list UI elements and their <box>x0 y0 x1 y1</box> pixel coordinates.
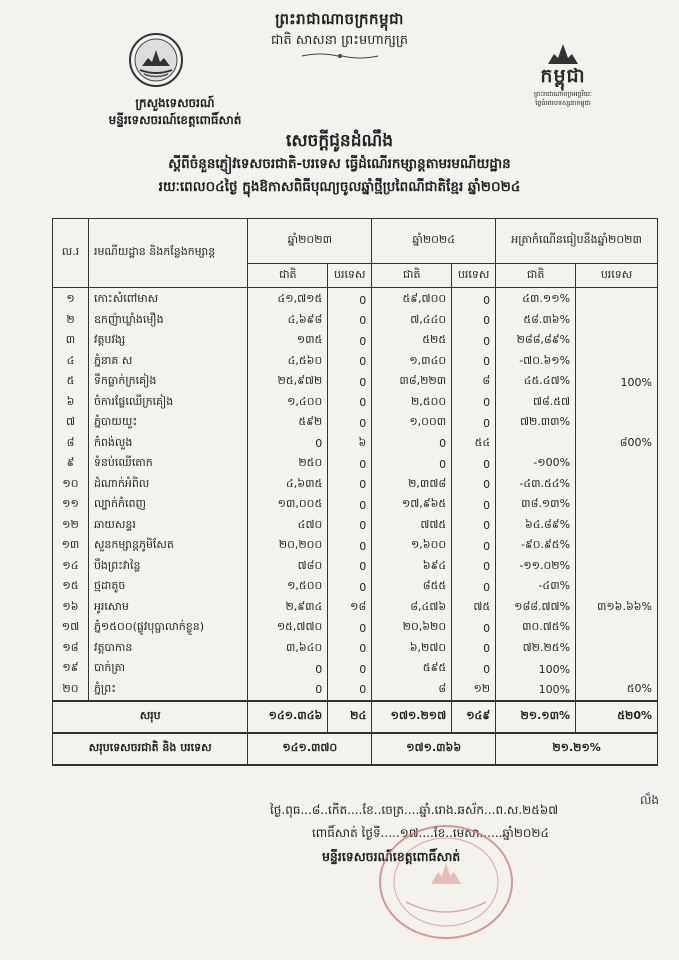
foreign-2023: 0 <box>328 393 372 414</box>
row-number: ១១ <box>53 495 89 516</box>
national-2023: ២៥,៩៧២ <box>248 372 328 393</box>
ministry-block <box>80 95 270 129</box>
national-growth: 100% <box>496 680 576 702</box>
foreign-2023: 0 <box>328 577 372 598</box>
foreign-2024: 0 <box>452 516 496 537</box>
foreign-2023: 0 <box>328 680 372 702</box>
site-name: ភ្នំបាយយួះ <box>88 413 247 434</box>
foreign-2024: 0 <box>452 413 496 434</box>
site-name: ភ្នំនាគ ស <box>88 352 247 373</box>
official-seal-stamp <box>376 822 516 942</box>
foreign-growth <box>576 393 658 414</box>
national-2024: ៨ <box>372 680 452 702</box>
foreign-growth <box>576 536 658 557</box>
lunar-date-line: ថ្ងៃ.ពុធ...៨..កើត....ខែ..ចេត្រ....ឆ្នាំ.រោង.ឆស័ក...ព.ស.២៥៦៧ <box>270 803 559 817</box>
national-growth: ៤៣.១១% <box>496 288 576 311</box>
table-row <box>53 536 658 557</box>
foreign-growth: ៣១៦.៦៦% <box>576 598 658 619</box>
site-name: វត្តបវង្ស <box>88 331 247 352</box>
grand-total-label: សរុបទេសចរជាតិ និង បរទេស <box>53 733 248 765</box>
national-2023: ១,៥០០ <box>248 577 328 598</box>
site-name: បឹងព្រះវាន្លៃ <box>88 557 247 578</box>
national-2024: ៥២៥ <box>372 331 452 352</box>
document-subtitle-period: រយៈពេល០៤ថ្ងៃ ក្នុងឱកាសពិធីបុណ្យចូលឆ្នាំថ្មីប្រពៃណីជាតិខ្មែរ ឆ្នាំ២០២៤ <box>158 179 521 195</box>
row-number: ៨ <box>53 434 89 455</box>
foreign-growth <box>576 639 658 660</box>
foreign-2024: 0 <box>452 475 496 496</box>
national-growth: -៤៣.៥៤% <box>496 475 576 496</box>
total-label: សរុប <box>53 701 248 733</box>
national-2023: ៥៩២ <box>248 413 328 434</box>
foreign-2024: 0 <box>452 352 496 373</box>
header-national-2023: ជាតិ <box>248 264 328 288</box>
table-row <box>53 618 658 639</box>
national-growth: ៣៨.១៣% <box>496 495 576 516</box>
table-body <box>53 288 658 702</box>
national-2024: ១,០០៣ <box>372 413 452 434</box>
foreign-2023: 0 <box>328 659 372 680</box>
foreign-growth <box>576 516 658 537</box>
total-row <box>53 701 658 733</box>
row-number: ៩ <box>53 454 89 475</box>
national-growth: ១៨៨.៧៧% <box>496 598 576 619</box>
site-name: ភ្នំព្រះ <box>88 680 247 702</box>
national-2023: ១៣,០០៥ <box>248 495 328 516</box>
foreign-2024: 0 <box>452 288 496 311</box>
total-foreign-2023: ២៤ <box>328 701 372 733</box>
row-number: ១៨ <box>53 639 89 660</box>
foreign-growth <box>576 454 658 475</box>
foreign-2023: 0 <box>328 639 372 660</box>
table-row <box>53 352 658 373</box>
national-growth: ២៨៨,៨៩% <box>496 331 576 352</box>
row-number: ៤ <box>53 352 89 373</box>
national-2023: ១៥,៧៧០ <box>248 618 328 639</box>
national-2023: ១៣៥ <box>248 331 328 352</box>
national-growth: -៧០.៦១% <box>496 352 576 373</box>
table-row <box>53 639 658 660</box>
kingdom-heading: ព្រះរាជាណាចក្រកម្ពុជា <box>275 10 404 28</box>
foreign-growth <box>576 331 658 352</box>
foreign-growth <box>576 352 658 373</box>
table-row <box>53 454 658 475</box>
foreign-2024: 0 <box>452 639 496 660</box>
table-row <box>53 331 658 352</box>
table-row <box>53 577 658 598</box>
row-number: ១៦ <box>53 598 89 619</box>
national-2023: ៤,៥៦០ <box>248 352 328 373</box>
ministry-logo <box>128 32 184 88</box>
national-growth: ៦៤.៨៩% <box>496 516 576 537</box>
national-2024: ៧,៤៤០ <box>372 311 452 332</box>
site-name: វត្តបាកាន <box>88 639 247 660</box>
national-2024: ១,៦០០ <box>372 536 452 557</box>
row-number: ១០ <box>53 475 89 496</box>
brand-tagline: ព្រះរាជាណាចក្រអច្ឆរិយៈ <box>534 90 592 98</box>
site-name: បាក់ត្រា <box>88 659 247 680</box>
national-2024: ២,៣៧៨ <box>372 475 452 496</box>
foreign-2023: 0 <box>328 618 372 639</box>
header-year-2024: ឆ្នាំ២០២៤ <box>372 219 496 264</box>
department-name: មន្ទីរទេសចរណ៍ខេត្តពោធិ៍សាត់ <box>108 113 242 127</box>
header-year-2023: ឆ្នាំ២០២៣ <box>248 219 372 264</box>
national-growth <box>496 434 576 455</box>
grand-total-growth: ២១.២១% <box>496 733 658 765</box>
kingdom-of-wonder-logo <box>518 42 608 110</box>
national-2023: ២០,២០០ <box>248 536 328 557</box>
table-row <box>53 372 658 393</box>
national-2024: ៧៧៥ <box>372 516 452 537</box>
national-2023: ៤១,៧១៥ <box>248 288 328 311</box>
grand-total-row <box>53 733 658 765</box>
visitor-statistics-table <box>52 218 658 766</box>
foreign-2024: 0 <box>452 495 496 516</box>
national-2024: ៨,៤៧៦ <box>372 598 452 619</box>
row-number: ១២ <box>53 516 89 537</box>
foreign-growth <box>576 577 658 598</box>
foreign-2023: 0 <box>328 311 372 332</box>
foreign-2024: ៧៥ <box>452 598 496 619</box>
foreign-growth: ៨00% <box>576 434 658 455</box>
brand-name: កម្ពុជា <box>540 65 586 87</box>
foreign-2023: 0 <box>328 331 372 352</box>
foreign-2023: 0 <box>328 516 372 537</box>
foreign-2023: 0 <box>328 495 372 516</box>
table-row <box>53 495 658 516</box>
site-name: ល្បាក់កំពេញ <box>88 495 247 516</box>
foreign-2024: ៨ <box>452 372 496 393</box>
national-growth: ៥៨.៣៦% <box>496 311 576 332</box>
national-2023: ១,៤០០ <box>248 393 328 414</box>
foreign-2024: 0 <box>452 331 496 352</box>
national-2023: 0 <box>248 680 328 702</box>
table-row <box>53 680 658 702</box>
foreign-2024: ៥៤ <box>452 434 496 455</box>
national-2024: ៣៨,២២៣ <box>372 372 452 393</box>
national-2023: ៣,៦៤០ <box>248 639 328 660</box>
site-name: ឧកញ៉ាឃ្លាំងមឿង <box>88 311 247 332</box>
national-growth: -១00% <box>496 454 576 475</box>
table-row <box>53 434 658 455</box>
national-motto: ជាតិ សាសនា ព្រះមហាក្សត្រ <box>271 33 408 48</box>
foreign-2023: 0 <box>328 454 372 475</box>
foreign-growth <box>576 557 658 578</box>
foreign-2024: ១២ <box>452 680 496 702</box>
site-name: ឆាយសន្ទរ <box>88 516 247 537</box>
total-foreign-2024: ១៤៩ <box>452 701 496 733</box>
table-row <box>53 413 658 434</box>
national-2023: ៤៧០ <box>248 516 328 537</box>
site-name: ដំណាក់អំពិល <box>88 475 247 496</box>
national-2024: 0 <box>372 454 452 475</box>
ministry-name: ក្រសួងទេសចរណ៍ <box>135 96 215 110</box>
site-name: អូរសោម <box>88 598 247 619</box>
header-site: រមណីយដ្ឋាន និងកន្លែងកម្សាន្ត <box>88 219 247 288</box>
national-2024: ៥៩៥ <box>372 659 452 680</box>
foreign-2024: 0 <box>452 577 496 598</box>
row-number: ១៣ <box>53 536 89 557</box>
foreign-2023: 0 <box>328 475 372 496</box>
document-title: សេចក្តីជូនដំណឹង <box>285 131 394 151</box>
foreign-2024: 0 <box>452 454 496 475</box>
row-number: ២ <box>53 311 89 332</box>
national-2024: ៦៩៤ <box>372 557 452 578</box>
national-2024: ៨៥៥ <box>372 577 452 598</box>
row-number: ១ <box>53 288 89 311</box>
row-number: ២០ <box>53 680 89 702</box>
national-2023: 0 <box>248 434 328 455</box>
foreign-growth <box>576 659 658 680</box>
row-number: ១៩ <box>53 659 89 680</box>
foreign-2023: ១៨ <box>328 598 372 619</box>
header-foreign-2024: បរទេស <box>452 264 496 288</box>
site-name: សួនកម្សាន្តភូមិសែត <box>88 536 247 557</box>
national-2024: 0 <box>372 434 452 455</box>
foreign-2023: 0 <box>328 557 372 578</box>
national-2023: 0 <box>248 659 328 680</box>
site-name: ថ្មដាតូច <box>88 577 247 598</box>
national-2023: ២៥០ <box>248 454 328 475</box>
foreign-2024: 0 <box>452 311 496 332</box>
grand-total-2024: ១៧១.៣៦៦ <box>372 733 496 765</box>
header-foreign-2023: បរទេស <box>328 264 372 288</box>
table-row <box>53 516 658 537</box>
header-foreign-growth: បរទេស <box>576 264 658 288</box>
national-2024: ១៧,៩៦៥ <box>372 495 452 516</box>
total-national-growth: ២១.១៣% <box>496 701 576 733</box>
national-2023: ២,៩៣៤ <box>248 598 328 619</box>
table-row <box>53 393 658 414</box>
national-2024: ២០,៦២០ <box>372 618 452 639</box>
foreign-2024: 0 <box>452 618 496 639</box>
national-growth: ៧២.២៥% <box>496 639 576 660</box>
table-row <box>53 288 658 311</box>
national-growth: 100% <box>496 659 576 680</box>
header-no: ល.រ <box>53 219 89 288</box>
table-row <box>53 598 658 619</box>
row-number: ៦ <box>53 393 89 414</box>
header-national-2024: ជាតិ <box>372 264 452 288</box>
document-subtitle: ស្តីពីចំនួនភ្ញៀវទេសចរជាតិ-បរទេស ធ្វើដំណើរកម្សាន្តតាមរមណីយដ្ឋាន <box>168 156 511 172</box>
national-growth: ៤៥.៤៧% <box>496 372 576 393</box>
row-number: ១៤ <box>53 557 89 578</box>
total-national-2023: ១៤១.៣៤៦ <box>248 701 328 733</box>
national-2023: ៤,៦៩៨ <box>248 311 328 332</box>
national-2023: ៤,៦៣៥ <box>248 475 328 496</box>
signatory-department: មន្ទីរទេសចរណ៍ខេត្តពោធិ៍សាត់ <box>322 849 461 864</box>
foreign-2024: 0 <box>452 536 496 557</box>
foreign-2023: 0 <box>328 288 372 311</box>
foreign-growth <box>576 475 658 496</box>
table-row <box>53 557 658 578</box>
table-row <box>53 311 658 332</box>
national-2024: ២,៥០០ <box>372 393 452 414</box>
temple-icon <box>518 42 608 66</box>
table-row <box>53 475 658 496</box>
foreign-growth <box>576 618 658 639</box>
foreign-2024: 0 <box>452 557 496 578</box>
total-foreign-growth: ៥២0% <box>576 701 658 733</box>
site-name: ភ្នំ១៥០០(ផ្លូវបុប្ផាលាក់ខ្លួន) <box>88 618 247 639</box>
site-name: ទឹកធ្លាក់ក្រគៀង <box>88 372 247 393</box>
solar-date-line: ពោធិ៍សាត់ ថ្ងៃទី.....១៧....ខែ..មេសា......ឆ្នាំ២០២៤ <box>312 826 549 840</box>
national-growth: -៤៣% <box>496 577 576 598</box>
national-2024: ១,៣៤០ <box>372 352 452 373</box>
site-name: ចំការផ្លែឈើក្រគៀង <box>88 393 247 414</box>
ornament-divider <box>300 52 380 60</box>
row-number: ១៧ <box>53 618 89 639</box>
foreign-growth <box>576 288 658 311</box>
row-number: ៥ <box>53 372 89 393</box>
foreign-2023: 0 <box>328 372 372 393</box>
national-2023: ៧៨០ <box>248 557 328 578</box>
national-growth: ៣០.៧៥% <box>496 618 576 639</box>
national-growth: -១១.០២% <box>496 557 576 578</box>
row-number: ១៥ <box>53 577 89 598</box>
grand-total-2023: ១៤១.៣៧០ <box>248 733 372 765</box>
foreign-2024: 0 <box>452 393 496 414</box>
national-2024: ៥៩,៧០០ <box>372 288 452 311</box>
foreign-growth <box>576 495 658 516</box>
brand-tagline-2: ថ្លៃធំពេលទស្សនាកម្ពុជា <box>535 99 591 107</box>
foreign-2023: 0 <box>328 413 372 434</box>
site-name: ទំនប់ឈើតោក <box>88 454 247 475</box>
site-name: កោះសំពៅមាស <box>88 288 247 311</box>
foreign-2023: 0 <box>328 536 372 557</box>
national-growth: -៩០.៩៥% <box>496 536 576 557</box>
foreign-growth <box>576 311 658 332</box>
site-name: កំពង់លួង <box>88 434 247 455</box>
handwritten-initials: ល៏ង <box>640 793 660 807</box>
national-growth: ៧២.៣៣% <box>496 413 576 434</box>
table-row <box>53 659 658 680</box>
foreign-2023: ៦ <box>328 434 372 455</box>
row-number: ៧ <box>53 413 89 434</box>
row-number: ៣ <box>53 331 89 352</box>
total-national-2024: ១៧១.២១៧ <box>372 701 452 733</box>
foreign-growth <box>576 413 658 434</box>
foreign-2024: 0 <box>452 659 496 680</box>
header-national-growth: ជាតិ <box>496 264 576 288</box>
foreign-growth: ៥0% <box>576 680 658 702</box>
foreign-growth: 100% <box>576 372 658 393</box>
foreign-2023: 0 <box>328 352 372 373</box>
header-growth-rate: អត្រាកំណើនធៀបនឹងឆ្នាំ២០២៣ <box>496 219 658 264</box>
national-growth: ៧៨.៥៧ <box>496 393 576 414</box>
national-2024: ៦,២៧០ <box>372 639 452 660</box>
